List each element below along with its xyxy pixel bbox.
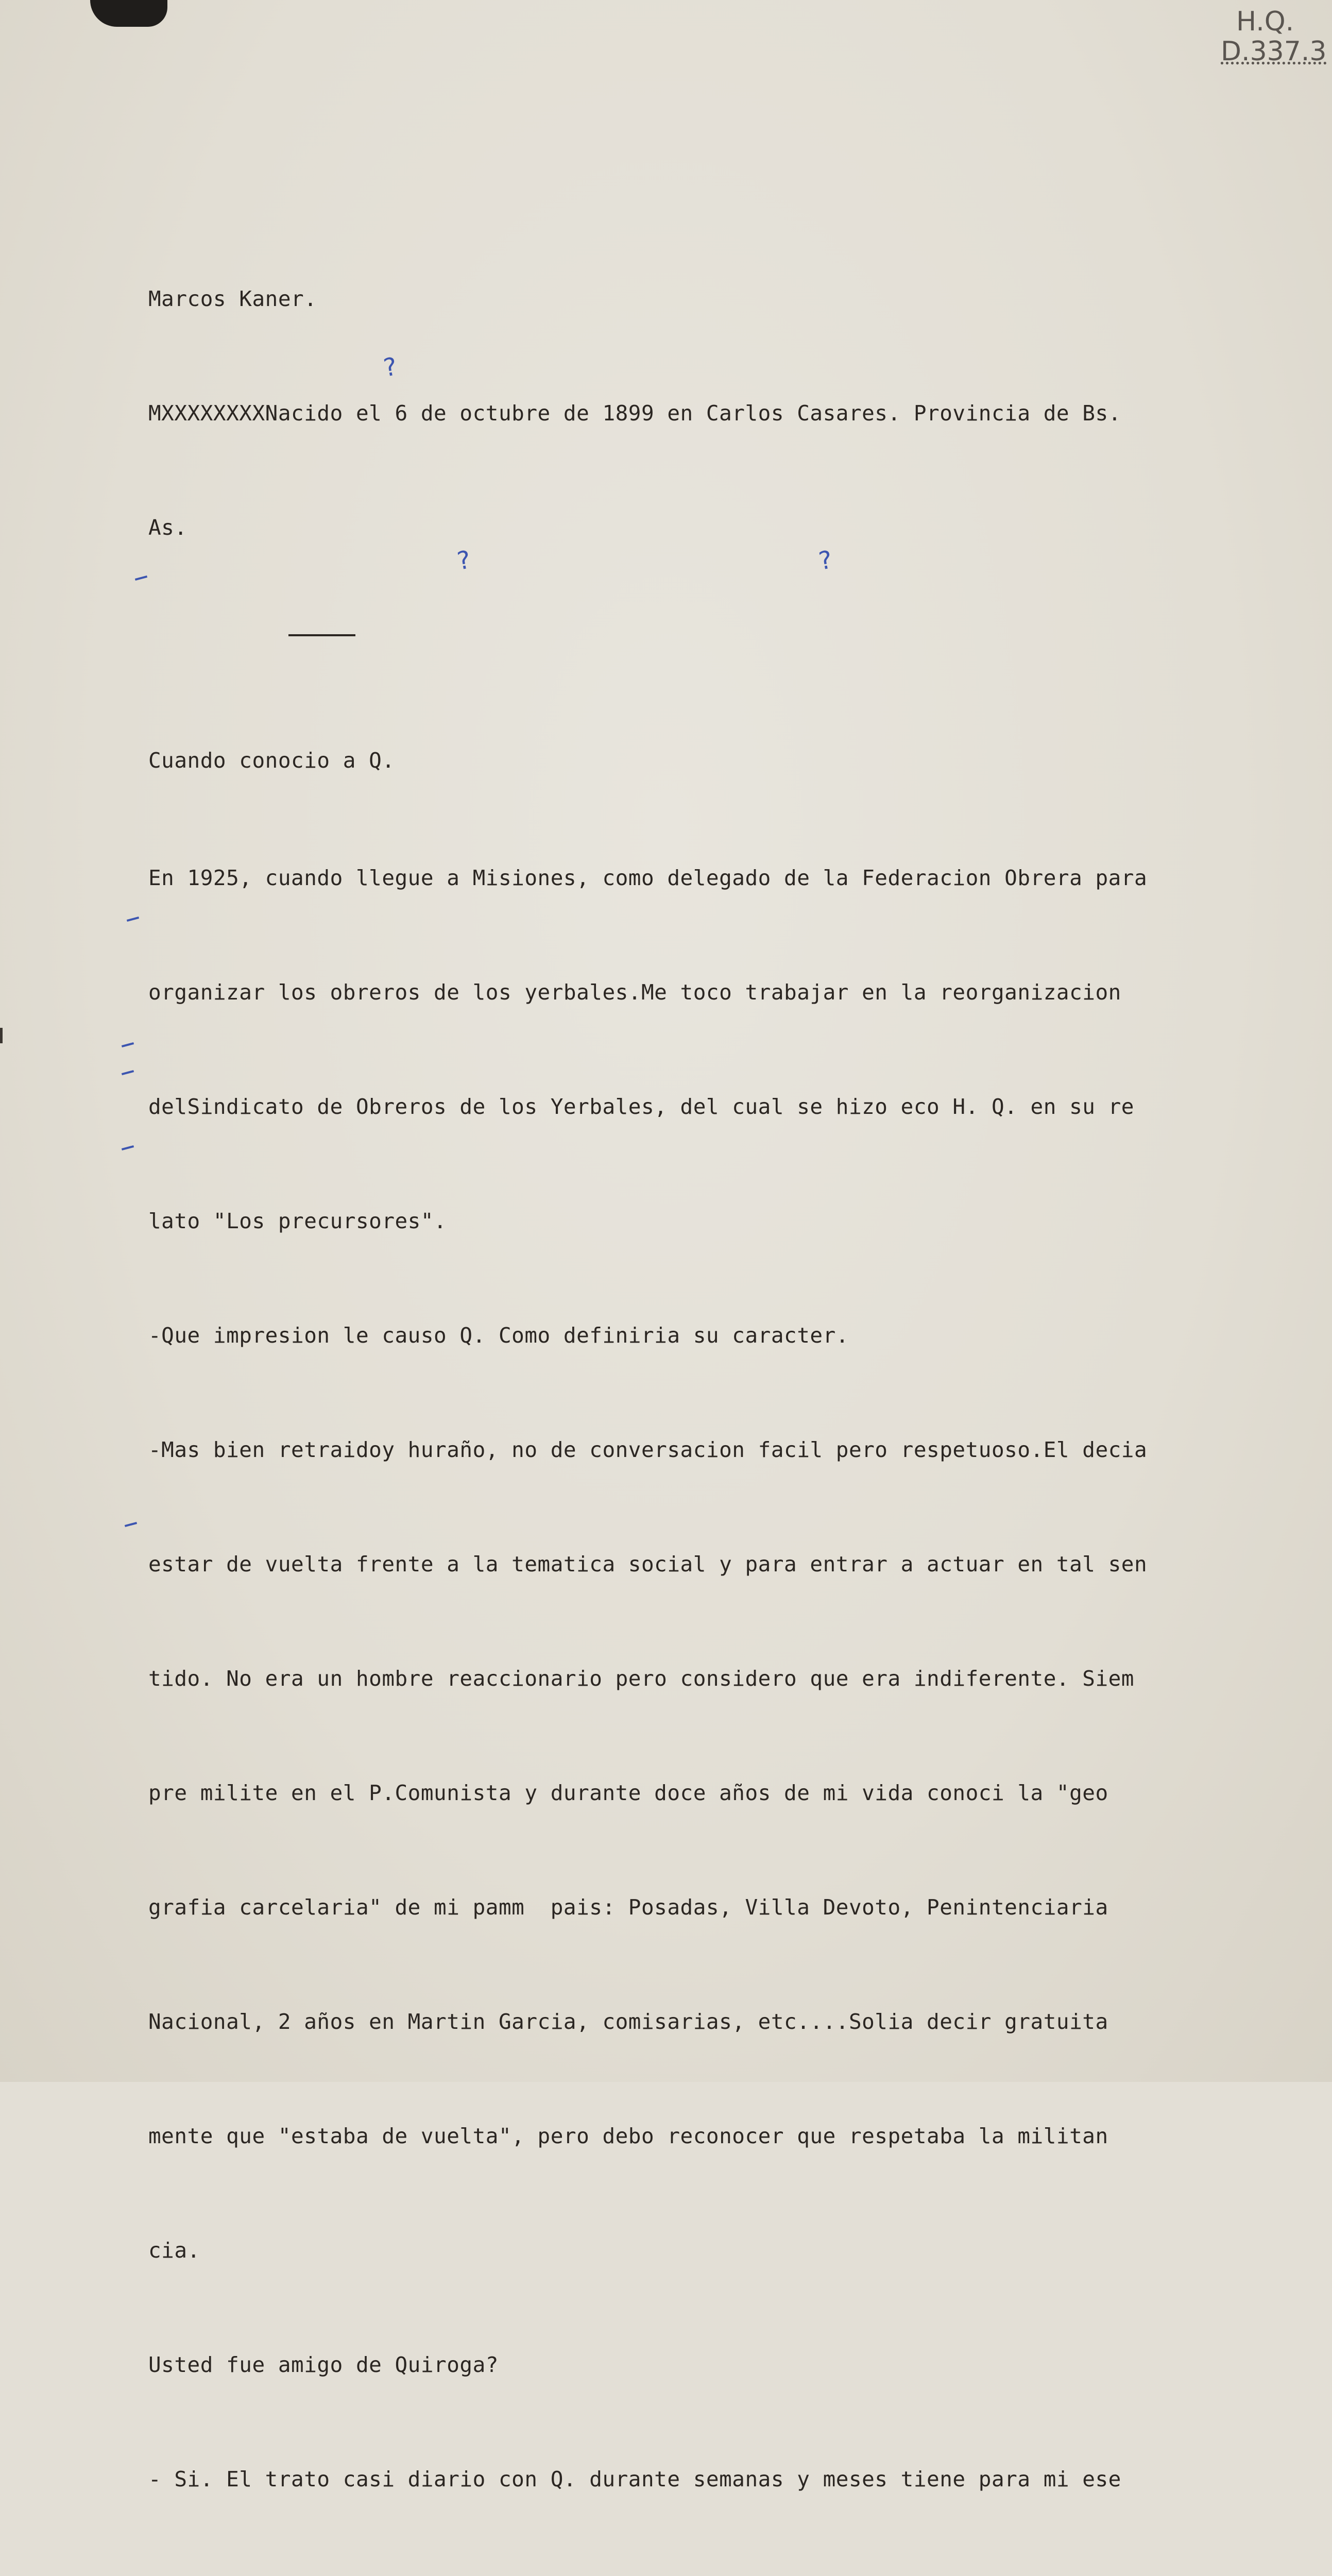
question-mark-annotation: ? [455,545,473,576]
margin-dash-annotation [125,1522,137,1527]
ink-blot [90,0,167,27]
margin-dash-annotation [127,917,139,922]
text-line: tido. No era un hombre reaccionario pero considero que era indiferente. Siem [148,1666,1134,1691]
text-line [148,2574,1153,2576]
separator-line [148,634,1153,665]
edge-mark [0,1028,3,1043]
text-line: Cuando conocio a Q. [148,748,395,773]
text-line: pre milite en el P.Comunista y durante doce años de mi vida conoci la "geo [148,1781,1108,1805]
typed-text [148,204,1153,2576]
text-line: lato "Los precursores". [148,1209,447,1233]
text-line: Usted fue amigo de Quiroga? [148,2352,499,2377]
text-line: organizar los obreros de los yerbales.Me toco trabajar en la reorganizacion [148,980,1121,1005]
margin-dash-annotation [135,575,147,581]
text-line: cia. [148,2238,200,2263]
question-mark-annotation: ? [816,545,835,576]
text-line: As. [148,515,187,540]
margin-dash-annotation [122,1042,134,1047]
text-line: grafia carcelaria" de mi pamm pais: Posadas, Villa Devoto, Penintenciaria [148,1895,1108,1920]
text-line: - Si. El trato casi diario con Q. durante semanas y meses tiene para mi ese [148,2467,1121,2492]
text-line: estar de vuelta frente a la tematica social y para entrar a actuar en tal sen [148,1552,1148,1577]
question-mark-annotation: ? [381,352,400,383]
stamp-line-1: H.Q. [1236,6,1294,37]
archive-stamp [1221,6,1329,73]
text-line: MXXXXXXXXNacido el 6 de octubre de 1899 en Carlos Casares. Provincia de Bs. [148,401,1121,426]
stamp-line-2: D.337.3 [1221,36,1327,67]
margin-dash-annotation [122,1145,134,1150]
text-line: -Que impresion le causo Q. Como definiria su caracter. [148,1323,849,1348]
text-line: Nacional, 2 años en Martin Garcia, comisarias, etc....Solia decir gratuita [148,2009,1108,2034]
text-line: En 1925, cuando llegue a Misiones, como delegado de la Federacion Obrera para [148,866,1148,890]
text-line: -Mas bien retraidoy huraño, no de conversacion facil pero respetuoso.El decia [148,1437,1148,1462]
text-line: mente que "estaba de vuelta", pero debo reconocer que respetaba la militan [148,2124,1108,2148]
margin-dash-annotation [122,1070,134,1075]
text-line: Marcos Kaner. [148,286,317,311]
text-line: delSindicato de Obreros de los Yerbales, del cual se hizo eco H. Q. en su re [148,1094,1134,1119]
